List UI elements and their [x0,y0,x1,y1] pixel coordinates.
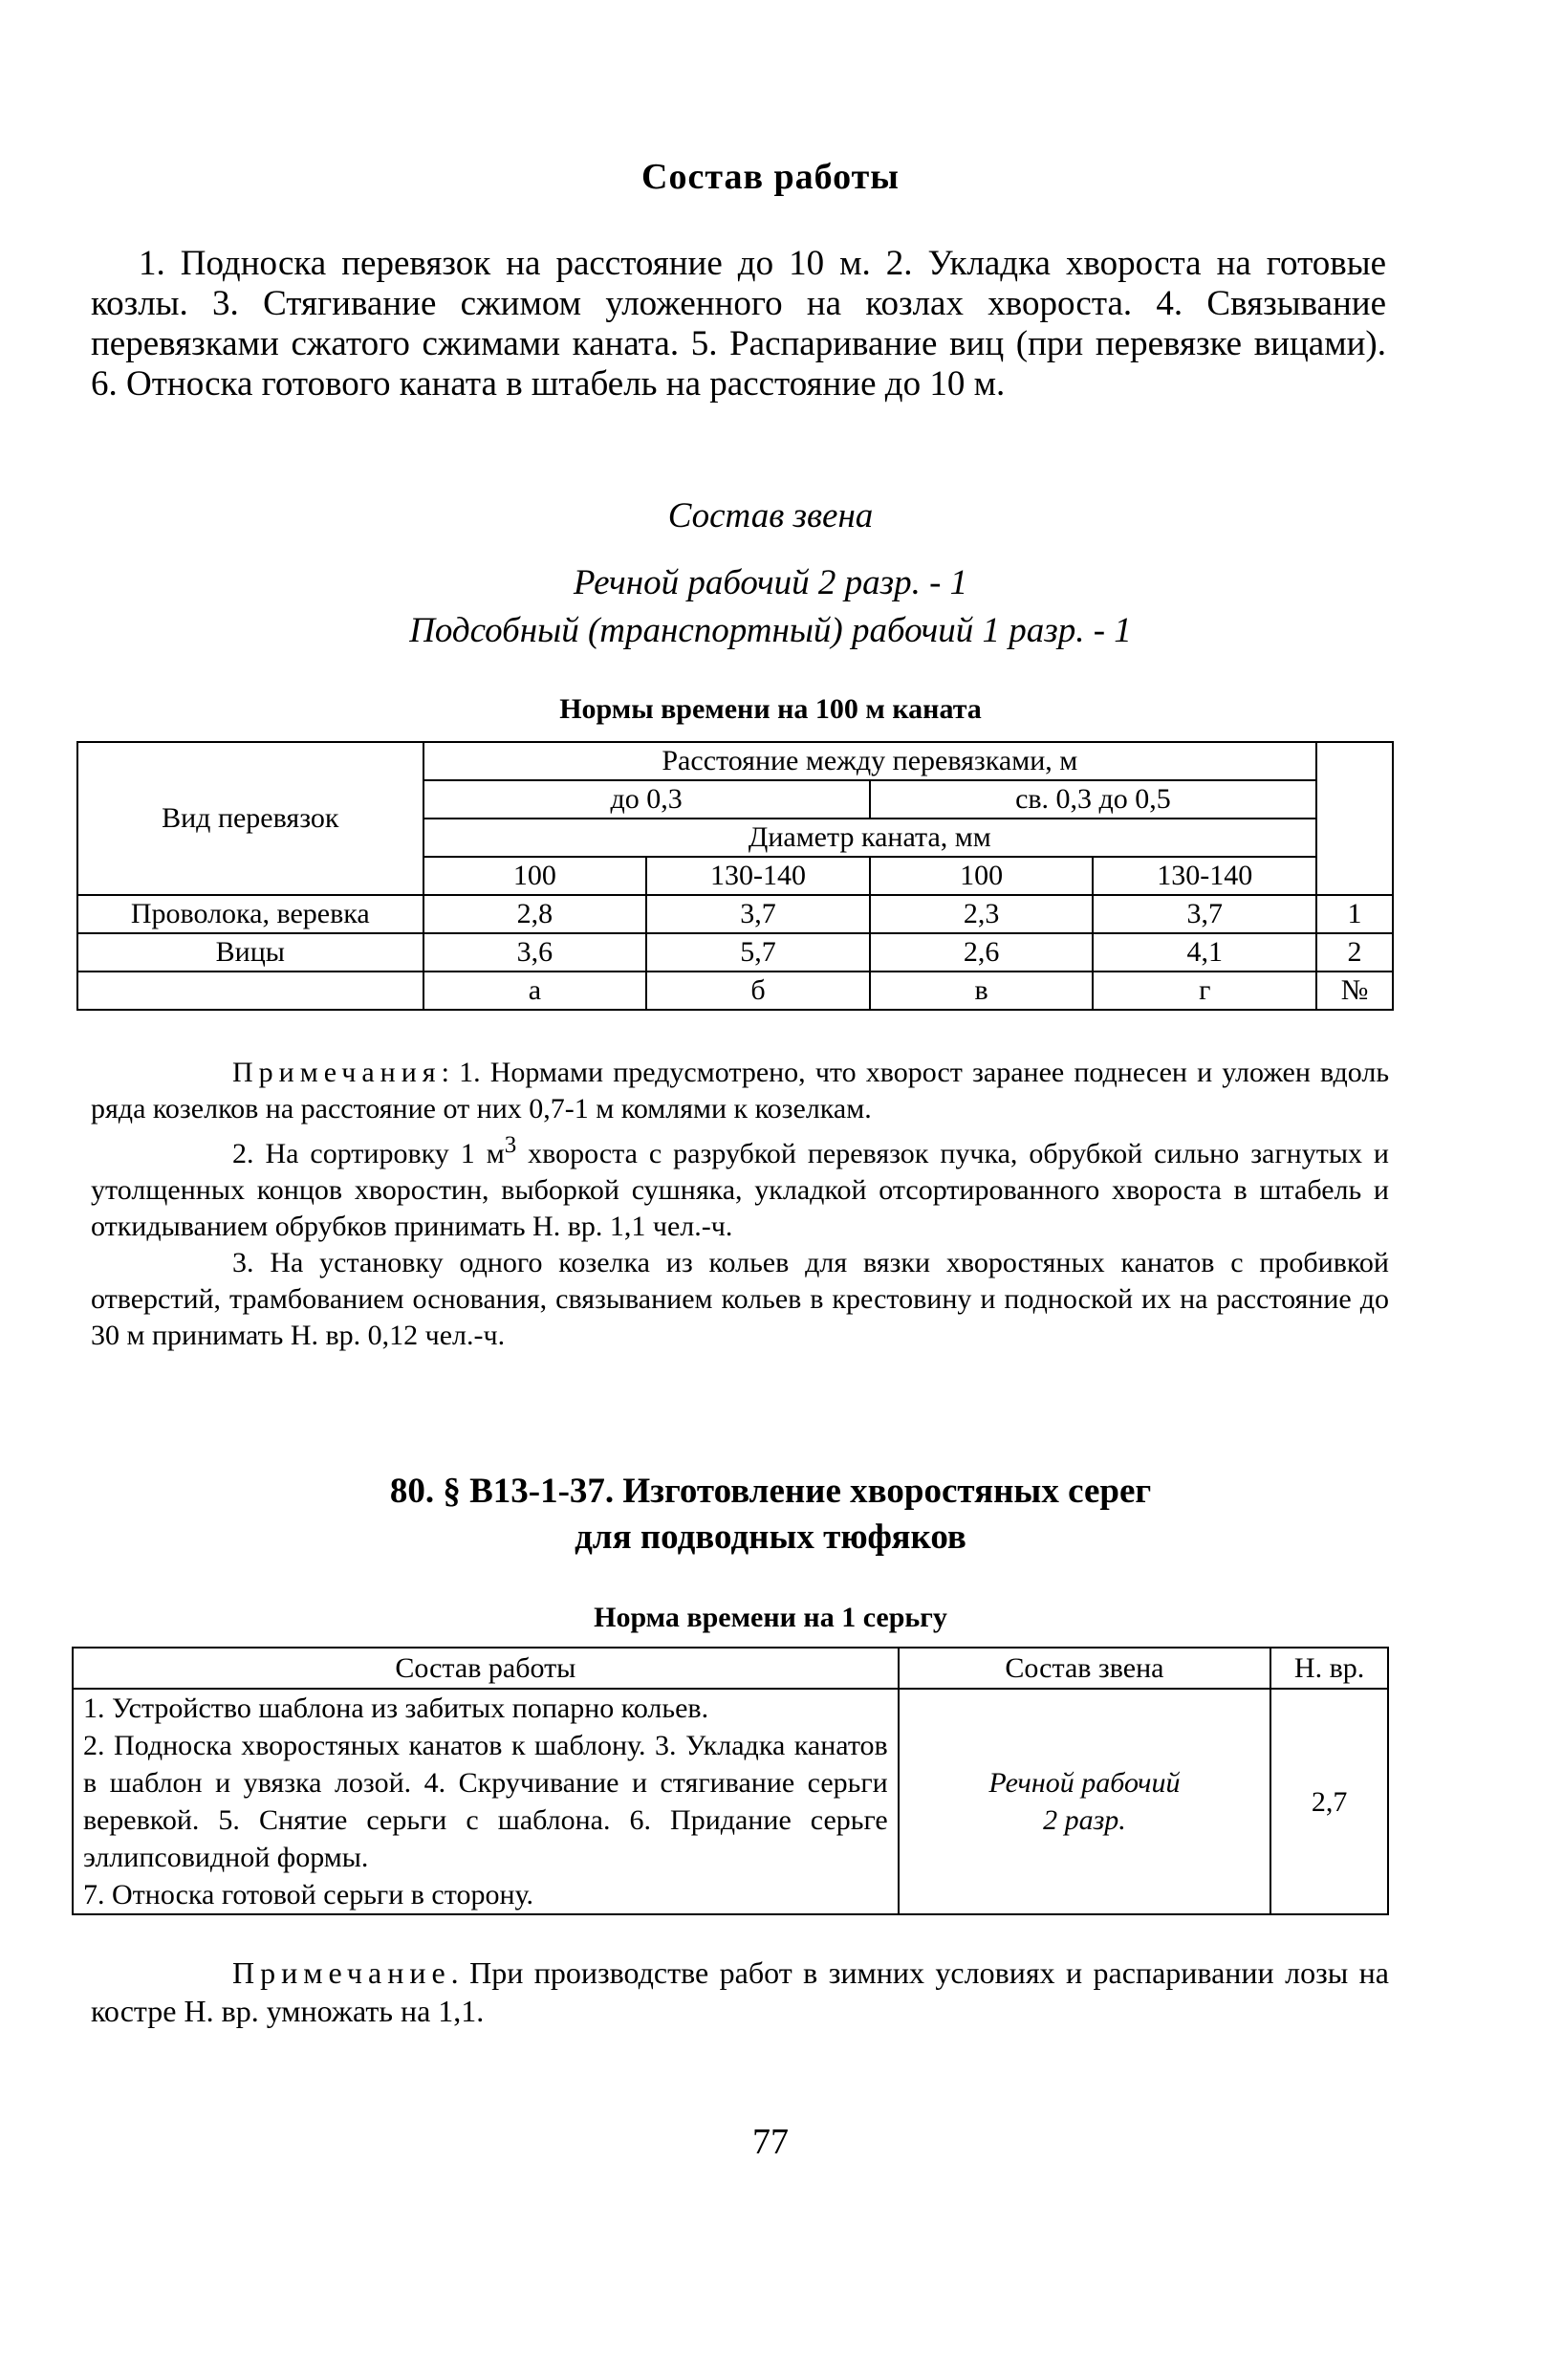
empty-cell [77,972,423,1010]
cell: 3,7 [646,895,870,933]
crew-line-1: Речной рабочий 2 разр. - 1 [573,563,968,602]
cell: 3,7 [1093,895,1316,933]
header-diameter: Диаметр каната, мм [423,819,1317,857]
note-winter: Примечание. При производстве работ в зимних условиях и распаривании лозы на костре Н. вр. умножать на 1,1. [91,1955,1389,2028]
work-composition: 1. Устройство шаблона из забитых попарно кольев. 2. Подноска хворостяных канатов к шаблону. 3. Укладка канатов в шаблон и увязка лозой. 4. Скручивание и стягивание серьги веревкой. 5. Снятие серьги с шаблона. 6. Придание серьге эллипсовидной формы. 7. Относка готовой серьги в сторону. [73,1689,899,1914]
cell: 3,6 [423,933,647,972]
header-crew: Состав звена [899,1648,1270,1689]
cell: 5,7 [646,933,870,972]
notes-block [91,1055,1389,1354]
page-number: 77 [752,2122,789,2162]
cell: 2,3 [870,895,1094,933]
notes-label: Примечания [232,1057,442,1088]
row-label: Проволока, веревка [77,895,423,933]
note-2: 2. На сортировку 1 $м^3$ хвороста с разрубкой перевязок пучка, обрубкой сильно загнутых и утолщенных концов хворостин, выборкой сушняка, укладкой отсортированного хвороста в штабель и откидыванием обрубков принимать Н. вр. 1,1 чел.-ч. [91,1132,1389,1242]
number-label: № [1316,972,1393,1010]
row-label: Вицы [77,933,423,972]
column-letter: б [646,972,870,1010]
header-d2: св. 0,3 до 0,5 [870,780,1316,819]
header-empty [1316,742,1393,895]
crew-composition: Речной рабочий 2 разр. [899,1689,1270,1914]
header-distance: Расстояние между перевязками, м [423,742,1317,780]
row-number: 2 [1316,933,1393,972]
cell: 4,1 [1093,933,1316,972]
crew-line-2: Подсобный (транспортный) рабочий 1 разр. - 1 [409,611,1132,650]
table2-title: Норма времени на 1 серьгу [594,1602,947,1633]
crew-title: Состав звена [667,496,874,535]
column-letter: а [423,972,647,1010]
section-title: Состав работы [641,157,900,197]
header-c3: 100 [870,857,1094,895]
header-c2: 130-140 [646,857,870,895]
header-c1: 100 [423,857,647,895]
header-d1: до 0,3 [423,780,870,819]
note-label: Примечание [232,1955,451,1990]
column-letter: в [870,972,1094,1010]
table-row [77,933,1393,972]
table1-title: Нормы времени на 100 м каната [559,693,982,725]
section-80-title: 80. § В13-1-37. Изготовление хворостяных серег для подводных тюфяков [389,1472,1152,1557]
earring-norm-table [72,1647,1389,1915]
table-row [77,895,1393,933]
header-c4: 130-140 [1093,857,1316,895]
table-row-letters [77,972,1393,1010]
cell: 2,8 [423,895,647,933]
header-norm: Н. вр. [1270,1648,1388,1689]
header-work: Состав работы [73,1648,899,1689]
header-kind: Вид перевязок [77,742,423,895]
note-1: Примечания: 1. Нормами предусмотрено, что хворост заранее поднесен и уложен вдоль ряда козелков на расстояние от них 0,7-1 м комлями к козелкам. [91,1057,1389,1124]
time-norm: 2,7 [1270,1689,1388,1914]
row-number: 1 [1316,895,1393,933]
column-letter: г [1093,972,1316,1010]
note-3: 3. На установку одного козелка из кольев для вязки хворостяных канатов с пробивкой отверстий, трамбованием основания, связыванием кольев в крестовину и подноской их на расстояние до 30 м принимать Н. вр. 0,12 чел.-ч. [91,1247,1389,1351]
cell: 2,6 [870,933,1094,972]
work-description: 1. Подноска перевязок на расстояние до 10 м. 2. Укладка хвороста на готовые козлы. 3. Стягивание сжимом уложенного на козлах хвороста. 4. Связывание перевязками сжатого сжимами каната. 5. Распаривание виц (при перевязке вицами). 6. Относка готового каната в штабель на расстояние до 10 м. [91,244,1386,404]
time-norms-table [76,741,1394,1011]
